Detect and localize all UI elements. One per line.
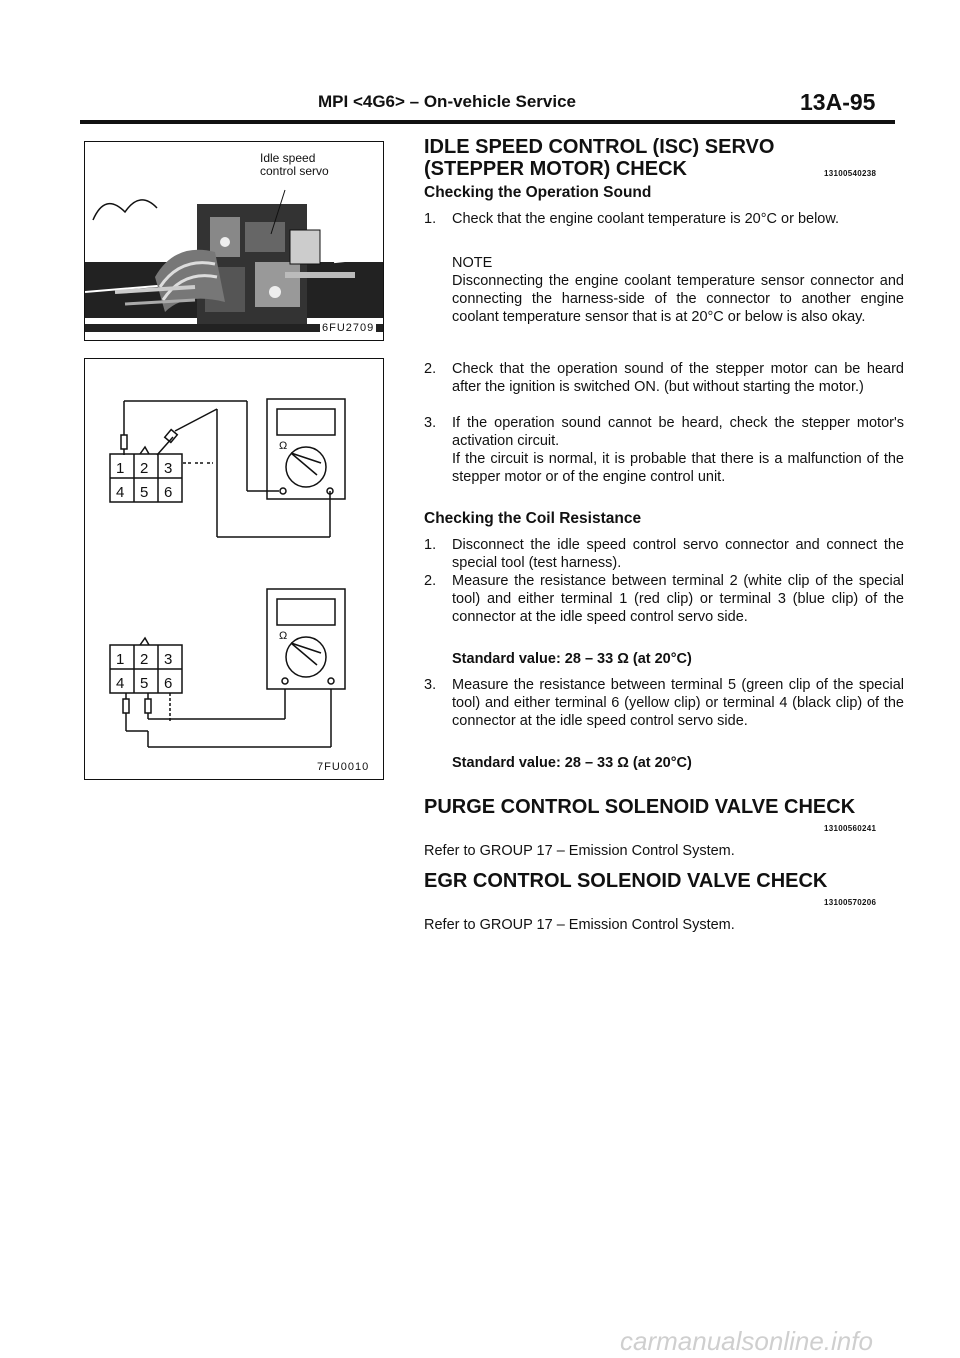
egr-text: Refer to GROUP 17 – Emission Control System. xyxy=(424,917,735,933)
isc-ref-code: 13100540238 xyxy=(824,169,877,178)
lower-terminal-4: 4 xyxy=(116,675,125,692)
lower-terminal-2: 2 xyxy=(140,651,149,668)
sound-item-3-text: If the operation sound cannot be heard, check the stepper motor's activation circuit. xyxy=(452,415,904,449)
note-block xyxy=(424,254,904,350)
lower-terminal-6: 6 xyxy=(164,675,173,692)
note-label: NOTE xyxy=(452,255,493,271)
lower-terminal-5: 5 xyxy=(140,675,149,692)
sound-item-1 xyxy=(424,210,904,250)
figure-callout xyxy=(260,152,329,178)
purge-text: Refer to GROUP 17 – Emission Control System. xyxy=(424,843,735,859)
sound-heading: Checking the Operation Sound xyxy=(424,184,652,201)
figure-idle-speed-servo xyxy=(84,141,384,341)
isc-title-line-2: (STEPPER MOTOR) CHECK xyxy=(424,158,687,180)
coil-item-1-text: Disconnect the idle speed control servo connector and connect the special tool (test harness). xyxy=(452,537,904,571)
coil-item-3-text: Measure the resistance between terminal 5 (green clip of the special tool) and either terminal 6 (yellow clip) or terminal 4 (black clip) of the connector at the idle speed control servo side. xyxy=(452,677,904,729)
sound-item-3 xyxy=(424,414,904,504)
callout-line-1: Idle speed xyxy=(260,151,316,165)
standard-value-1 xyxy=(424,650,904,670)
sound-item-1-num: 1. xyxy=(424,211,437,227)
standard-value-2-text: Standard value: 28 – 33 Ω (at 20°C) xyxy=(452,755,692,771)
sound-item-1-text: Check that the engine coolant temperature is 20°C or below. xyxy=(452,211,840,227)
page-number: 13A-95 xyxy=(800,89,876,115)
figure-coil-resistance xyxy=(84,358,384,780)
upper-terminal-1: 1 xyxy=(116,460,125,477)
sound-item-2-text: Check that the operation sound of the stepper motor can be heard after the ignition is switched ON. (but without starting the motor.) xyxy=(452,361,904,395)
upper-terminal-3: 3 xyxy=(164,460,173,477)
header-rule xyxy=(80,120,895,124)
upper-terminal-5: 5 xyxy=(140,484,149,501)
egr-ref-code: 13100570206 xyxy=(824,898,877,907)
watermark: carmanualsonline.info xyxy=(620,1326,873,1356)
callout-line-2: control servo xyxy=(260,164,329,178)
coil-item-1 xyxy=(424,536,904,572)
coil-item-1-num: 1. xyxy=(424,537,437,553)
purge-title: PURGE CONTROL SOLENOID VALVE CHECK xyxy=(424,796,856,818)
upper-terminal-4: 4 xyxy=(116,484,125,501)
egr-title: EGR CONTROL SOLENOID VALVE CHECK xyxy=(424,870,828,892)
coil-item-3-num: 3. xyxy=(424,677,437,693)
isc-title-line-1: IDLE SPEED CONTROL (ISC) SERVO xyxy=(424,136,775,158)
standard-value-1-text: Standard value: 28 – 33 Ω (at 20°C) xyxy=(452,651,692,667)
standard-value-2 xyxy=(424,754,904,774)
upper-ohm-symbol: Ω xyxy=(279,440,288,452)
page-header-title: MPI <4G6> – On-vehicle Service xyxy=(318,92,576,111)
lower-terminal-1: 1 xyxy=(116,651,125,668)
lower-terminal-3: 3 xyxy=(164,651,173,668)
figure-code-bottom: 7FU0010 xyxy=(317,761,370,773)
upper-terminal-2: 2 xyxy=(140,460,149,477)
coil-item-2-num: 2. xyxy=(424,573,437,589)
sound-item-3-extra: If the circuit is normal, it is probable that there is a malfunction of the stepper motor or of the engine control unit. xyxy=(452,451,904,485)
coil-heading: Checking the Coil Resistance xyxy=(424,510,642,527)
coil-item-3 xyxy=(424,676,904,748)
purge-ref-code: 13100560241 xyxy=(824,824,877,833)
sound-item-2 xyxy=(424,360,904,414)
resistance-diagram xyxy=(85,359,383,779)
engine-illustration xyxy=(85,142,383,340)
coil-item-2 xyxy=(424,572,904,644)
lower-ohm-symbol: Ω xyxy=(279,630,288,642)
note-text: Disconnecting the engine coolant temperature sensor connector and connecting the harness-side of the connector to another engine coolant temperature sensor that is at 20°C or below is also okay. xyxy=(452,273,904,325)
figure-code: 6FU2709 xyxy=(322,322,375,334)
upper-terminal-6: 6 xyxy=(164,484,173,501)
sound-item-2-num: 2. xyxy=(424,361,437,377)
sound-item-3-num: 3. xyxy=(424,415,437,431)
coil-item-2-text: Measure the resistance between terminal 2 (white clip of the special tool) and either terminal 1 (red clip) or terminal 3 (blue clip) of the connector at the idle speed control servo side. xyxy=(452,573,904,625)
